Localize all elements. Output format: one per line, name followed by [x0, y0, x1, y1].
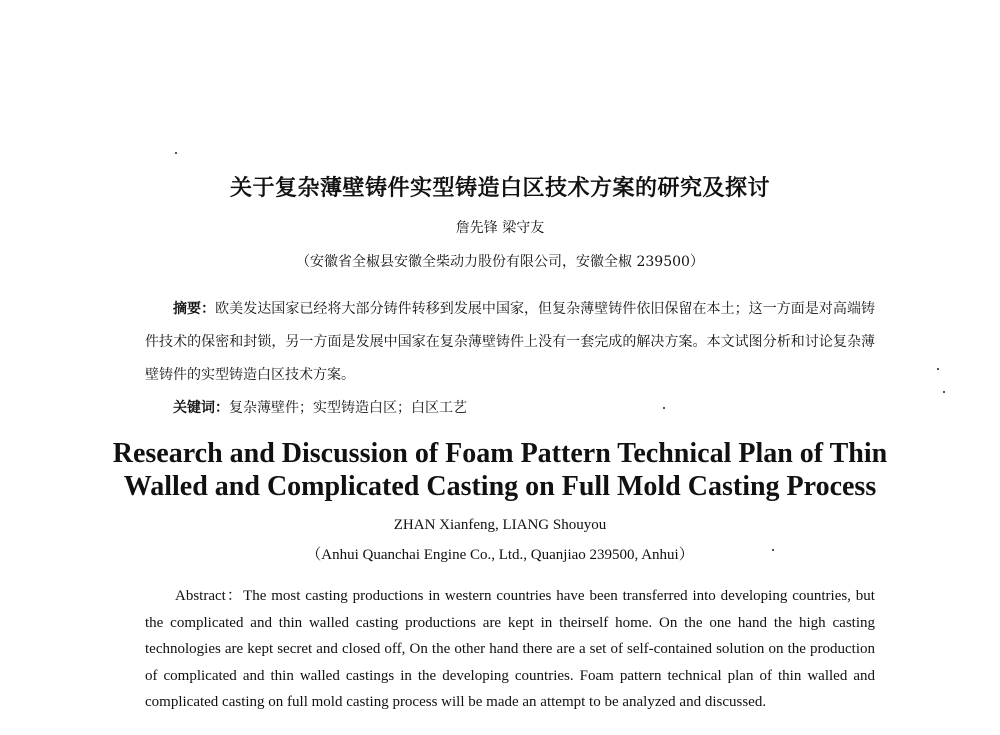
english-title-line-1: Research and Discussion of Foam Pattern Technical Plan of Thin: [112, 438, 888, 469]
scan-speck: [937, 368, 939, 370]
chinese-abstract-label: 摘要：: [173, 301, 216, 317]
chinese-keywords-label: 关键词：: [173, 400, 229, 416]
chinese-affiliation: （安徽省全椒县安徽全柴动力股份有限公司，安徽全椒 239500）: [296, 254, 704, 270]
english-title: [0, 437, 1000, 503]
chinese-title: 关于复杂薄壁铸件实型铸造白区技术方案的研究及探讨: [229, 176, 770, 201]
chinese-keywords: [173, 397, 467, 417]
english-abstract: [145, 583, 875, 716]
chinese-abstract-text: 欧美发达国家已经将大部分铸件转移到发展中国家，但复杂薄壁铸件依旧保留在本土；这一方面是对高端铸件技术的保密和封锁，另一方面是发展中国家在复杂薄壁铸件上没有一套完成的解决方案。本文试图分析和讨论复杂薄壁铸件的实型铸造白区技术方案。: [145, 301, 875, 383]
english-authors: ZHAN Xianfeng, LIANG Shouyou: [393, 517, 607, 533]
english-affiliation: （Anhui Quanchai Engine Co., Ltd., Quanjiao 239500, Anhui）: [306, 547, 694, 563]
scan-speck: [663, 407, 665, 409]
english-title-line-2: Walled and Complicated Casting on Full Mold Casting Process: [123, 471, 877, 502]
english-abstract-label: Abstract：: [175, 588, 244, 604]
scan-speck: [943, 391, 945, 393]
english-abstract-text: The most casting productions in western countries have been transferred into developing countries, but the complicated and thin walled casting productions are kept in theirself home. On the one hand the high casting technologies are kept secret and closed off, On the other hand there are a set of self-contained solution on the production of complicated and thin walled castings in the developing countries. Foam pattern technical plan of thin walled and complicated casting on full mold casting process will be made an attempt to be analyzed and discussed.: [145, 588, 875, 710]
scan-speck: [175, 152, 177, 154]
chinese-keywords-text: 复杂薄壁件；实型铸造白区；白区工艺: [229, 400, 467, 416]
chinese-authors: 詹先锋 梁守友: [455, 220, 545, 236]
scan-speck: [772, 549, 774, 551]
chinese-abstract: [145, 293, 875, 392]
